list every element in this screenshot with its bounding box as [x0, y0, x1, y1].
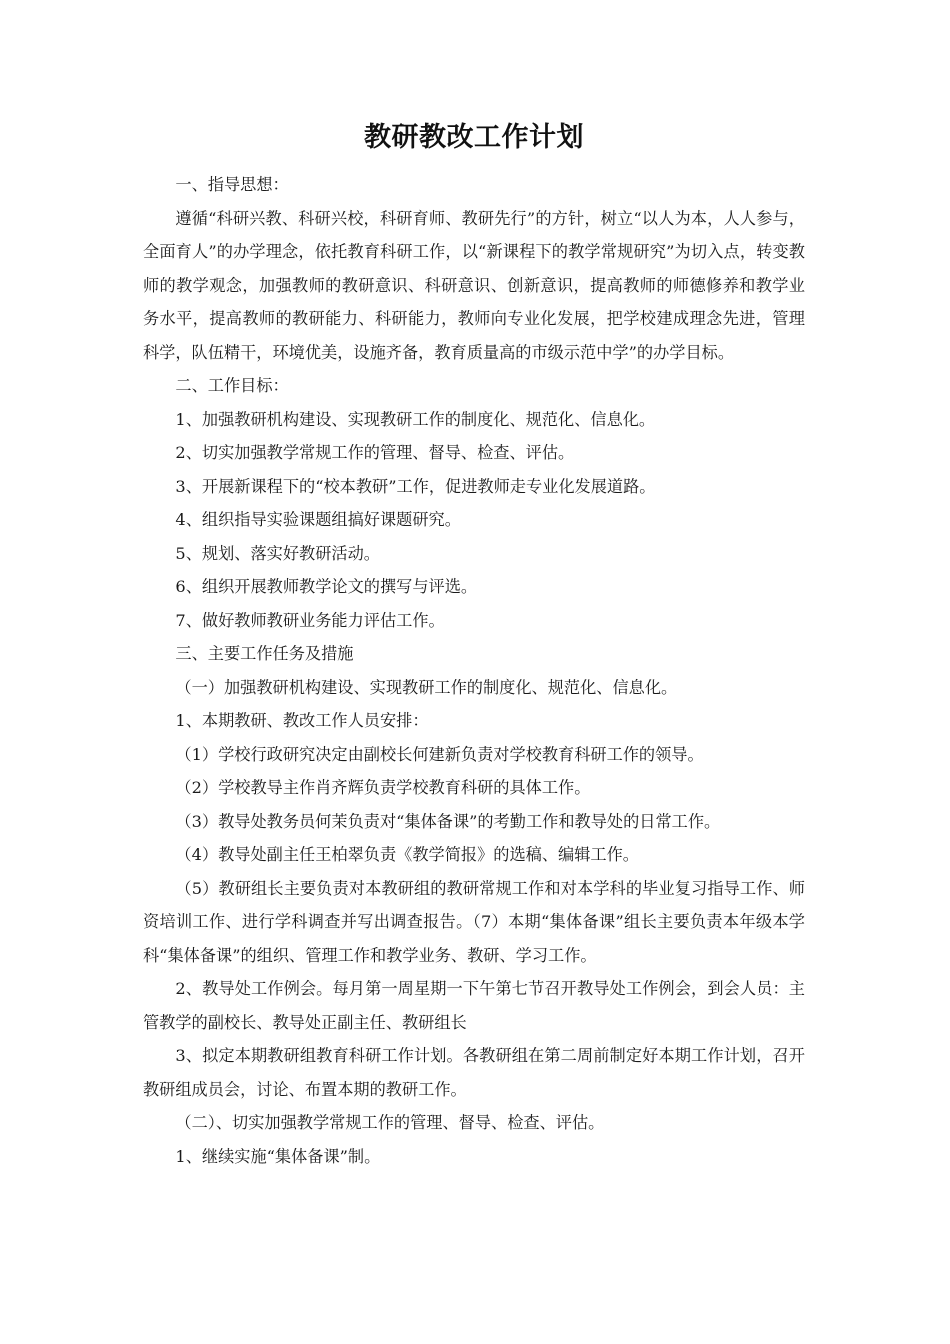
document-page: [143, 118, 805, 1173]
task-3-plan: 3、拟定本期教研组教育科研工作计划。各教研组在第二周前制定好本期工作计划，召开教研组成员会，讨论、布置本期的教研工作。: [143, 1046, 805, 1099]
heading-guiding-thought: 一、指导思想：: [175, 175, 289, 194]
goal-item-1: 1、加强教研机构建设、实现教研工作的制度化、规范化、信息化。: [175, 409, 656, 429]
task-2-item-1: 1、继续实施“集体备课”制。: [175, 1146, 381, 1166]
staffing-item-4: （4）教导处副主任王柏翠负责《教学简报》的选稿、编辑工作。: [175, 845, 639, 864]
goal-item-7: 7、做好教师教研业务能力评估工作。: [175, 610, 445, 630]
goal-item-4: 4、组织指导实验课题组搞好课题研究。: [175, 510, 461, 529]
subheading-task-2: （二）、切实加强教学常规工作的管理、督导、检查、评估。: [175, 1113, 605, 1132]
task-2-meeting: 2、教导处工作例会。每月第一周星期一下午第七节召开教导处工作例会，到会人员：主管教学的副校长、教导处正副主任、教研组长: [143, 979, 805, 1032]
subheading-task-1: （一）加强教研机构建设、实现教研工作的制度化、规范化、信息化。: [175, 677, 678, 697]
heading-main-tasks: 三、主要工作任务及措施: [175, 644, 354, 663]
task-1-staffing: 1、本期教研、教改工作人员安排：: [175, 711, 429, 730]
goal-item-2: 2、切实加强教学常规工作的管理、督导、检查、评估。: [175, 443, 575, 462]
staffing-item-1: （1）学校行政研究决定由副校长何建新负责对学校教育科研工作的领导。: [175, 744, 704, 764]
goal-item-5: 5、规划、落实好教研活动。: [175, 543, 380, 563]
heading-work-goals: 二、工作目标：: [175, 376, 289, 395]
goal-item-6: 6、组织开展教师教学论文的撰写与评选。: [175, 577, 478, 596]
document-title: 教研教改工作计划: [364, 122, 584, 153]
goal-item-3: 3、开展新课程下的“校本教研”工作，促进教师走专业化发展道路。: [175, 476, 656, 496]
staffing-item-5: （5）教研组长主要负责对本教研组的教研常规工作和对本学科的毕业复习指导工作、师资培训工作、进行学科调查并写出调查报告。（7）本期“集体备课”组长主要负责本年级本学科“集体备课”的组织、管理工作和教学业务、教研、学习工作。: [143, 878, 805, 965]
staffing-item-3: （3）教导处教务员何茉负责对“集体备课”的考勤工作和教导处的日常工作。: [175, 811, 721, 831]
paragraph-guiding-thought-body: 遵循“科研兴教、科研兴校，科研育师、教研先行”的方针，树立“以人为本，人人参与，全面育人”的办学理念，依托教育科研工作，以“新课程下的教学常规研究”为切入点，转变教师的教学观念，加强教师的教研意识、科研意识、创新意识，提高教师的师德修养和教学业务水平，提高教师的教研能力、科研能力，教师向专业化发展，把学校建成理念先进，管理科学，队伍精干，环境优美，设施齐备，教育质量高的市级示范中学”的办学目标。: [143, 208, 805, 362]
staffing-item-2: （2）学校教导主作肖齐辉负责学校教育科研的具体工作。: [175, 778, 591, 797]
